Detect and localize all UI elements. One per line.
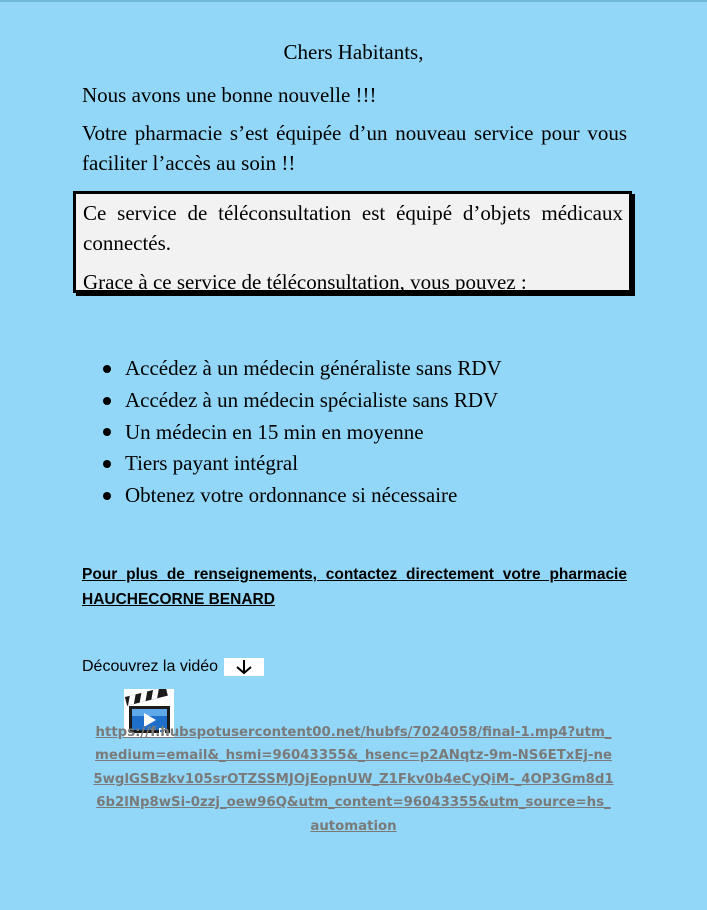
list-item <box>103 448 502 480</box>
list-item <box>103 353 502 385</box>
salutation: Chers Habitants, <box>283 40 424 64</box>
intro-line-2: Votre pharmacie s’est équipée d’un nouveau service pour vous faciliter l’accès au soin !! <box>82 121 627 175</box>
top-edge <box>0 0 707 2</box>
list-item-text: Accédez à un médecin spécialiste sans RDV <box>125 387 499 412</box>
list-item-text: Accédez à un médecin généraliste sans RDV <box>125 356 502 380</box>
bullet-icon <box>103 460 111 468</box>
bullet-icon <box>103 397 111 405</box>
info-box <box>73 191 632 293</box>
list-item-text: Un médecin en 15 min en moyenne <box>125 419 424 444</box>
video-link[interactable]: https://f.hubspotusercontent00.net/hubfs/7024058/final-1.mp4?utm_medium=email&_hsmi=96043355&_hsenc=p2ANqtz-9m-NS6ETxEj-ne5wglGSBzkv105srOTZSSMJOjEopnUW_Z1Fkv0b4eCyQiM-_4OP3Gm8d16b2lNp8wSi-0zzj_oew96Q&utm_content=96043355&utm_source=hs_automation <box>93 725 614 834</box>
list-item <box>103 480 502 512</box>
list-item <box>103 385 502 417</box>
info-box-line-2: Grace à ce service de téléconsultation, vous pouvez : <box>83 270 527 294</box>
list-item <box>103 417 502 449</box>
arrow-down-icon <box>224 658 264 676</box>
contact-text: Pour plus de renseignements, contactez directement votre pharmacie HAUCHECORNE BENARD <box>82 566 627 608</box>
info-box-line-1: Ce service de téléconsultation est équipé d’objets médicaux connectés. <box>83 201 623 255</box>
intro-line-1: Nous avons une bonne nouvelle !!! <box>82 83 377 107</box>
list-item-text: Obtenez votre ordonnance si nécessaire <box>125 483 458 508</box>
bullet-icon <box>103 365 111 373</box>
video-label: Découvrez la vidéo <box>82 658 219 675</box>
bullet-icon <box>103 428 111 436</box>
video-intro <box>82 656 264 678</box>
benefits-list <box>103 353 502 512</box>
bullet-icon <box>103 492 111 500</box>
list-item-text: Tiers payant intégral <box>125 451 299 476</box>
